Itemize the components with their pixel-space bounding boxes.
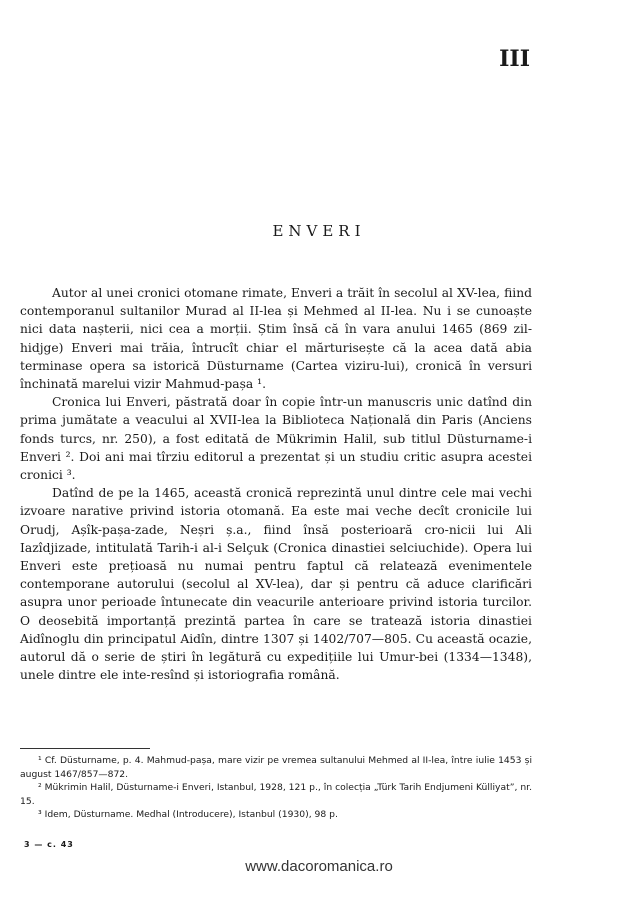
footnotes — [20, 754, 532, 822]
chapter-title: ENVERI — [272, 222, 366, 240]
body-text — [20, 284, 532, 684]
paragraph: Cronica lui Enveri, păstrată doar în copie într-un manuscris unic datînd din prima jumătate a veacului al XVII-lea la Biblioteca Națională din Paris (Anciens fonds turcs, nr. 250), a fost editată de Mükrimin Halil, sub titlul Düsturname-i Enveri ². Doi ani mai tîrziu editorul a prezentat și un studiu critic asupra acestei cronici ³. — [20, 395, 532, 483]
paragraph: Datînd de pe la 1465, această cronică reprezintă unul dintre cele mai vechi izvoare narative privind istoria otomană. Ea este mai veche decît cronicile lui Orudj, Așîk-pașa-zade, Neșri ș.a., fiind însă posterioară cro-nicii lui Ali Iazîdjizade, intitulată Tarih-i al-i Selçuk (Cronica dinastiei selciuchide). Opera lui Enveri este prețioasă nu numai pentru faptul că relatează evenimentele contemporane autorului (secolul al XV-lea), dar și pentru că aduce clarificări asupra unor perioade întunecate din veacurile anterioare privind istoria turcilor. O deosebită importanță prezintă partea în care se tratează istoria dinastiei Aidînoglu din principatul Aidîn, dintre 1307 și 1402/707—805. Cu această ocazie, autorul dă o serie de știri în legătură cu expedițiile lui Umur-bei (1334—1348), unele dintre ele inte-resînd și istoriografia română. — [20, 486, 532, 683]
chapter-number: III — [499, 46, 530, 72]
paragraph: Autor al unei cronici otomane rimate, Enveri a trăit în secolul al XV-lea, fiind contemporanul sultanilor Murad al II-lea și Mehmed al II-lea. Nu i se cunoaște nici data nașterii, nici cea a morții. Știm însă că în vara anului 1465 (869 zil-hidjge) Enveri mai trăia, întrucît chiar el mărturisește că la acea dată abia terminase opera sa istorică Düsturname (Cartea viziru-lui), cronică în versuri închinată marelui vizir Mahmud-pașa ¹. — [20, 286, 532, 392]
footnote: ³ Idem, Düsturname. Medhal (Introducere), Istanbul (1930), 98 p. — [38, 809, 338, 821]
footnote-divider — [20, 748, 150, 749]
footnote: ² Mükrimin Halil, Düsturname-i Enveri, Istanbul, 1928, 121 p., în colecția „Türk Tarih Endjumeni Külliyat”, nr. 15. — [20, 782, 532, 807]
printer-signature: 3 — c. 43 — [24, 840, 74, 849]
footnote: ¹ Cf. Düsturname, p. 4. Mahmud-pașa, mare vizir pe vremea sultanului Mehmed al II-lea, între iulie 1453 și august 1467/857—872. — [20, 755, 532, 780]
watermark-url: www.dacoromanica.ro — [245, 858, 393, 875]
